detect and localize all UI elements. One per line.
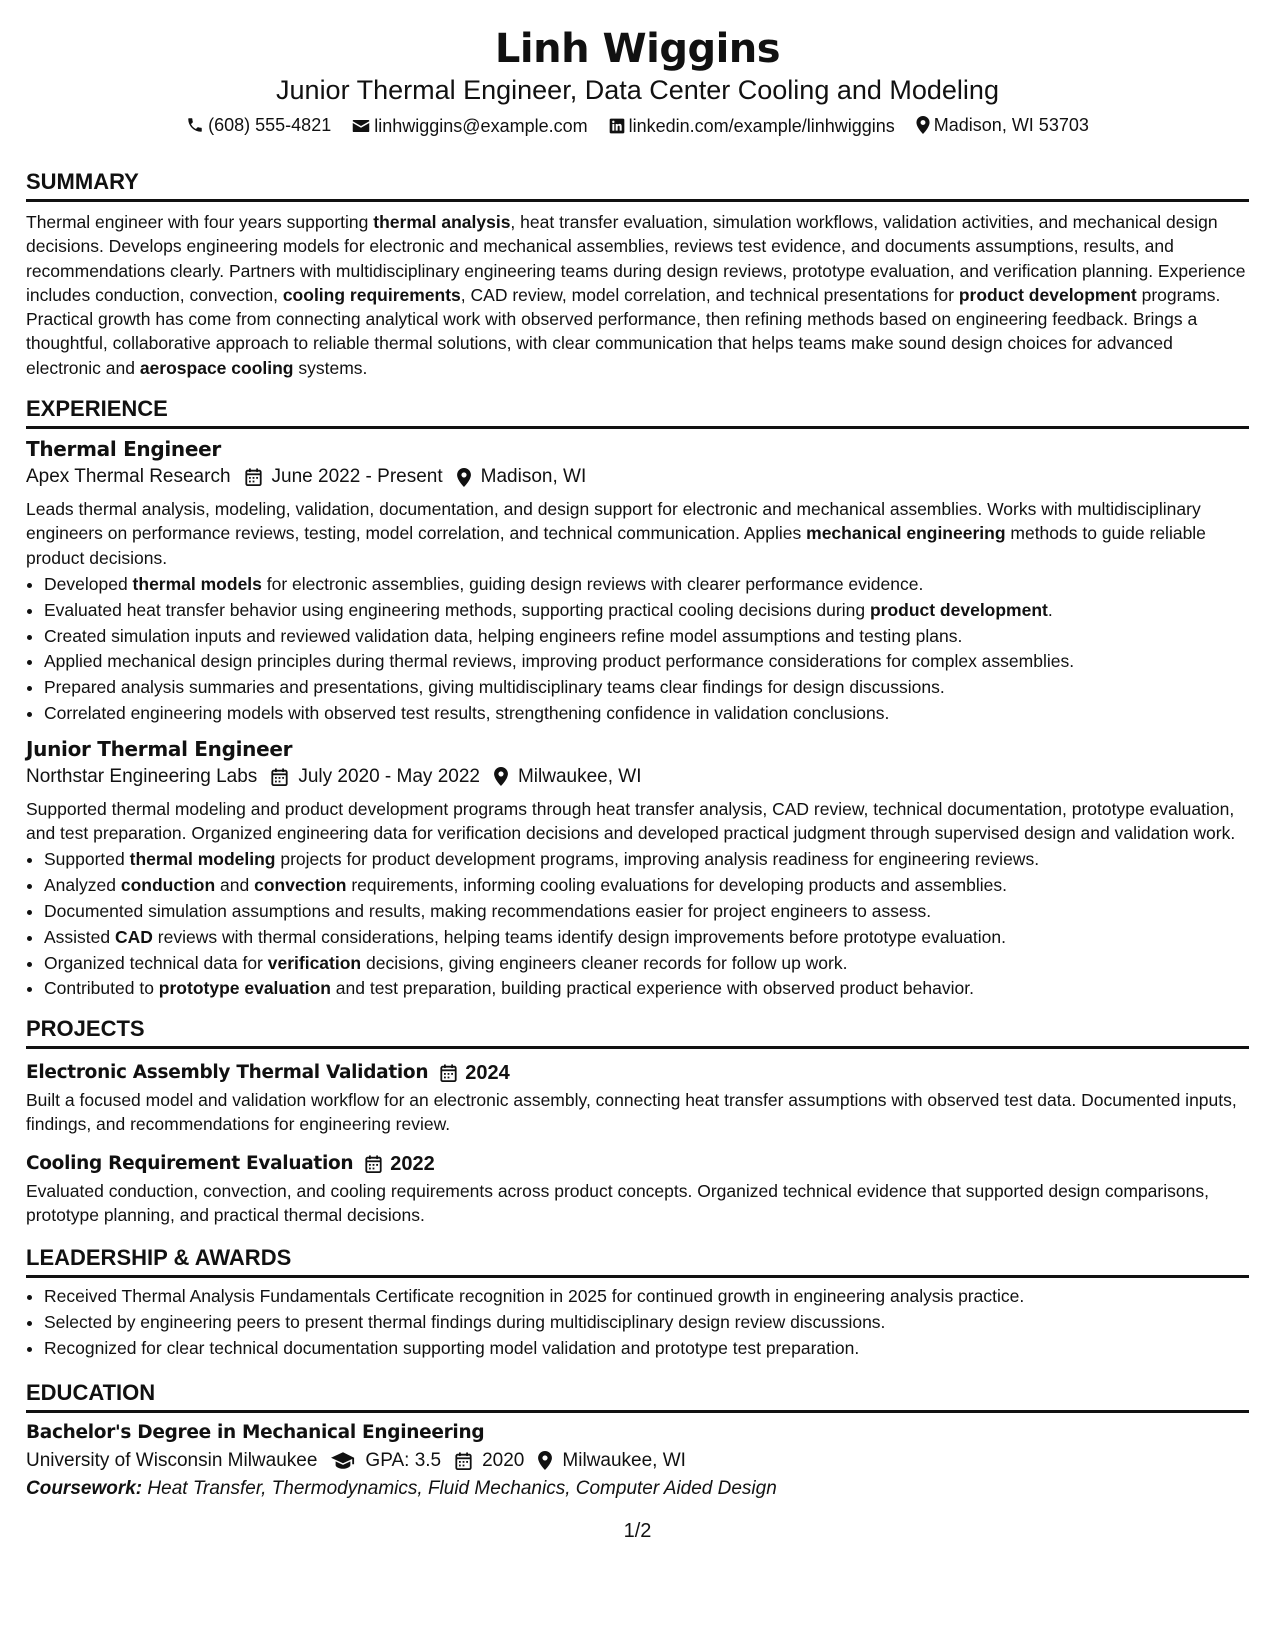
calendar-icon bbox=[440, 1064, 457, 1082]
list-item: • Assisted CAD reviews with thermal considerations, helping teams identify design improvements before prototype evaluation. bbox=[44, 925, 1249, 951]
gpa-text: GPA: 3.5 bbox=[365, 1449, 442, 1471]
summary-heading: SUMMARY bbox=[26, 169, 1249, 202]
list-item: • Analyzed conduction and convection requirements, informing cooling evaluations for developing products and assemblies. bbox=[44, 873, 1249, 899]
job-bullets bbox=[26, 847, 1249, 1002]
list-item: • Supported thermal modeling projects for product development programs, improving analysis readiness for engineering reviews. bbox=[44, 847, 1249, 873]
desc-part: Leads thermal analysis, modeling, validation, documentation, and design support for electronic and mechanical assemblies. Works with multidisciplinary engineers on performance reviews, testing, model correlation, and technical communication. Applies bbox=[26, 499, 1201, 544]
list-item: • Organized technical data for verification decisions, giving engineers cleaner records for follow up work. bbox=[44, 951, 1249, 977]
envelope-icon bbox=[352, 118, 370, 134]
calendar-icon bbox=[365, 1155, 382, 1173]
list-item: • Applied mechanical design principles during thermal reviews, improving product performance considerations for complex assemblies. bbox=[44, 649, 1249, 675]
job-meta bbox=[26, 763, 1249, 791]
calendar-icon bbox=[455, 1452, 472, 1470]
contact-location bbox=[916, 112, 1089, 138]
education-coursework bbox=[26, 1475, 1249, 1503]
education-school: University of Wisconsin Milwaukee bbox=[26, 1449, 318, 1471]
education-degree: Bachelor's Degree in Mechanical Engineering bbox=[26, 1421, 485, 1443]
graduation-cap-icon bbox=[331, 1452, 355, 1469]
location-text: Madison, WI bbox=[480, 466, 587, 488]
list-item: • Documented simulation assumptions and results, making recommendations easier for project engineers to assess. bbox=[44, 899, 1249, 925]
map-pin-icon bbox=[494, 767, 508, 786]
job-description bbox=[26, 497, 1249, 570]
list-item: • Contributed to prototype evaluation and test preparation, building practical experience with observed product behavior. bbox=[44, 976, 1249, 1002]
phone-text: (608) 555-4821 bbox=[208, 115, 332, 135]
contact-email[interactable] bbox=[352, 113, 587, 139]
education-gpa bbox=[331, 1447, 441, 1475]
calendar-icon bbox=[245, 468, 262, 486]
summary-part: systems. bbox=[293, 357, 368, 378]
page-number: 1/2 bbox=[623, 1520, 652, 1542]
leadership-heading: LEADERSHIP & AWARDS bbox=[26, 1245, 1249, 1278]
job-location bbox=[457, 463, 587, 491]
job-title: Junior Thermal Engineer bbox=[26, 736, 293, 761]
list-item: • Recognized for clear technical documentation supporting model validation and prototype test preparation. bbox=[44, 1336, 1249, 1362]
summary-keyword: aerospace cooling bbox=[139, 357, 294, 378]
job-bullets bbox=[26, 572, 1249, 727]
project-entry bbox=[26, 1150, 1249, 1227]
candidate-name: Linh Wiggins bbox=[494, 26, 781, 72]
contact-phone[interactable] bbox=[186, 112, 331, 138]
job-meta bbox=[26, 463, 1249, 491]
job-dates bbox=[271, 763, 480, 791]
location-text: Madison, WI 53703 bbox=[933, 115, 1089, 135]
list-item: • Evaluated heat transfer behavior using engineering methods, supporting practical cooling decisions during product development. bbox=[44, 598, 1249, 624]
job-description: Supported thermal modeling and product development programs through heat transfer analysis, CAD review, technical documentation, prototype evaluation, and test preparation. Organized engineering data for verification decisions and developed practical judgment through supervised design and validation work. bbox=[26, 798, 1236, 844]
job-dates bbox=[245, 463, 443, 491]
year-text: 2024 bbox=[465, 1061, 510, 1084]
contact-bar bbox=[26, 112, 1249, 141]
desc-keyword: mechanical engineering bbox=[806, 523, 1006, 544]
map-pin-icon bbox=[457, 468, 471, 487]
dates-text: July 2020 - May 2022 bbox=[298, 765, 480, 787]
experience-heading: EXPERIENCE bbox=[26, 396, 1249, 429]
project-year bbox=[440, 1062, 510, 1085]
year-text: 2020 bbox=[482, 1449, 525, 1471]
education-heading: EDUCATION bbox=[26, 1380, 1249, 1413]
coursework-label: Coursework: bbox=[26, 1477, 143, 1499]
summary-part: programs. Practical growth has come from connecting analytical work with observed performance, then refining methods based on engineering feedback. Brings a thoughtful, collaborative approach to reliable thermal solutions, with clear communication that helps teams make sound design choices for advanced electronic and bbox=[26, 284, 1221, 378]
job-company: Apex Thermal Research bbox=[26, 466, 231, 488]
education-meta bbox=[26, 1447, 1249, 1475]
map-pin-icon bbox=[538, 1451, 552, 1470]
job-entry bbox=[26, 735, 1249, 1002]
phone-icon bbox=[186, 116, 204, 134]
resume-page bbox=[26, 0, 1249, 1503]
candidate-headline: Junior Thermal Engineer, Data Center Cooling and Modeling bbox=[276, 75, 999, 105]
job-location bbox=[494, 763, 642, 791]
coursework-list: Heat Transfer, Thermodynamics, Fluid Mechanics, Computer Aided Design bbox=[142, 1477, 777, 1499]
calendar-icon bbox=[271, 768, 288, 786]
linkedin-text: linkedin.com/example/linhwiggins bbox=[628, 116, 895, 136]
list-item: • Developed thermal models for electronic assemblies, guiding design reviews with clearer performance evidence. bbox=[44, 572, 1249, 598]
list-item: • Selected by engineering peers to present thermal findings during multidisciplinary design review discussions. bbox=[44, 1310, 1249, 1336]
project-header bbox=[26, 1059, 1249, 1087]
list-item: • Correlated engineering models with observed test results, strengthening confidence in validation conclusions. bbox=[44, 701, 1249, 727]
summary-text bbox=[26, 210, 1249, 380]
project-title: Electronic Assembly Thermal Validation bbox=[26, 1062, 429, 1084]
project-description: Built a focused model and validation workflow for an electronic assembly, connecting heat transfer assumptions with observed test data. Documented inputs, findings, and recommendations for engineering review. bbox=[26, 1090, 1237, 1134]
summary-keyword: cooling requirements bbox=[282, 284, 461, 305]
education-location bbox=[538, 1447, 686, 1475]
email-text: linhwiggins@example.com bbox=[374, 116, 588, 136]
list-item: • Prepared analysis summaries and presentations, giving multidisciplinary teams clear findings for design discussions. bbox=[44, 675, 1249, 701]
project-entry bbox=[26, 1059, 1249, 1136]
job-title: Thermal Engineer bbox=[26, 437, 221, 462]
desc-part: methods to guide reliable product decisions. bbox=[26, 523, 1206, 568]
project-year bbox=[365, 1153, 435, 1176]
job-entry bbox=[26, 435, 1249, 727]
project-title: Cooling Requirement Evaluation bbox=[26, 1153, 354, 1175]
year-text: 2022 bbox=[390, 1152, 435, 1175]
summary-part: Thermal engineer with four years supporting bbox=[26, 212, 374, 232]
summary-keyword: product development bbox=[958, 284, 1137, 305]
projects-heading: PROJECTS bbox=[26, 1016, 1249, 1049]
map-pin-icon bbox=[916, 116, 930, 134]
contact-linkedin[interactable] bbox=[609, 113, 895, 139]
location-text: Milwaukee, WI bbox=[517, 765, 642, 787]
summary-keyword: thermal analysis bbox=[373, 212, 511, 232]
leadership-list bbox=[26, 1284, 1249, 1361]
education-year bbox=[455, 1447, 524, 1475]
project-header bbox=[26, 1150, 1249, 1178]
list-item: • Received Thermal Analysis Fundamentals Certificate recognition in 2025 for continued growth in engineering analysis practice. bbox=[44, 1284, 1249, 1310]
list-item: • Created simulation inputs and reviewed validation data, helping engineers refine model assumptions and testing plans. bbox=[44, 624, 1249, 650]
project-description: Evaluated conduction, convection, and cooling requirements across product concepts. Organized technical evidence that supported design comparisons, prototype planning, and practical thermal decisions. bbox=[26, 1181, 1209, 1225]
job-company: Northstar Engineering Labs bbox=[26, 765, 258, 787]
location-text: Milwaukee, WI bbox=[562, 1449, 686, 1471]
summary-part: , CAD review, model correlation, and technical presentations for bbox=[460, 284, 959, 305]
summary-part: , heat transfer evaluation, simulation workflows, validation activities, and mechanical design decisions. Develops engineering models for electronic and mechanical assemblies, reviews test evidence, and documents assumptions, results, and recommendations clearly. Partners with multidisciplinary engineering teams during design reviews, prototype evaluation, and verification planning. Experience includes conduction, convection, bbox=[26, 212, 1246, 305]
dates-text: June 2022 - Present bbox=[271, 466, 443, 488]
linkedin-icon bbox=[609, 118, 625, 134]
